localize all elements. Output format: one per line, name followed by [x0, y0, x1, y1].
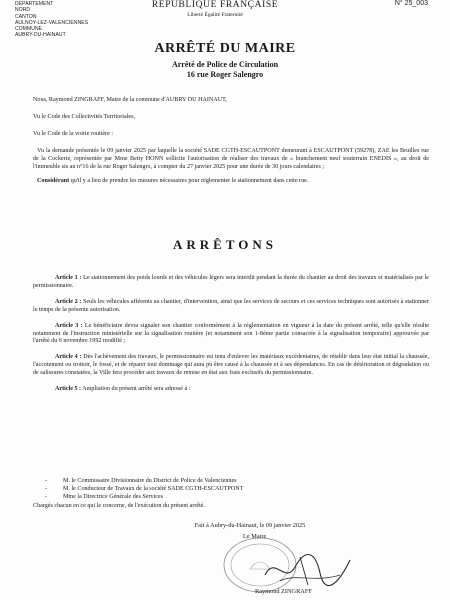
- header-line: AUBRY-DU-HAINAUT: [15, 32, 66, 39]
- article-5: [33, 386, 429, 394]
- preamble-considering: [33, 178, 429, 186]
- recipient-name: M. le Commissaire Divisionnaire du District de Police de Valenciennes: [63, 478, 237, 484]
- recipient-name: Mme la Directrice Générale des Services: [63, 493, 163, 500]
- article-label: Article 1 :: [55, 275, 82, 281]
- administrative-header: [15, 1, 88, 39]
- article-label: Article 5 :: [55, 386, 82, 393]
- list-item: - M. le Conducteur de Travaux de la société SADE CGTH-ESCAUTPONT: [45, 485, 244, 492]
- article-text: Le bénéficiaire devra signaler son chantier conformément à la réglementation en vigueur à la date du présent arrêté, telle qu'elle résulte notamment de l'instruction ministérielle sur la signalisation routière (et notamment son 1-8ème partie consacrée à la signalisation temporaire) approuvée par l'arrêté du 6 novembre 1992 modifié ;: [33, 322, 429, 345]
- subtitle-line-1: Arrêté de Police de Circulation: [171, 60, 279, 69]
- considering-text: qu'il y a lieu de prendre les mesures nécessaires pour réglementer le stationnement dans cette rue.: [70, 178, 309, 185]
- header-line: COMMUNE: [15, 26, 43, 33]
- subtitle-line-2: 16 rue Roger Salengro: [186, 70, 264, 79]
- list-item: - Mme la Directrice Générale des Services: [45, 493, 163, 500]
- header-line: CANTON: [15, 13, 37, 20]
- article-label: Article 3 :: [55, 322, 83, 329]
- article-1: [33, 275, 429, 291]
- signature-name: Raymond ZINGRAFF: [255, 588, 312, 595]
- article-4: [33, 354, 429, 378]
- document-subtitle: [0, 60, 450, 80]
- preamble-code-collectivites: Vu le Code des Collectivités Territoriales,: [33, 113, 135, 120]
- arretons-heading: ARRÊTONS: [172, 237, 277, 252]
- closing-line: Chargés chacun en ce qui le concerne, de l'exécution du présent arrêté.: [33, 503, 206, 509]
- handwritten-signature-icon: [260, 545, 355, 590]
- preamble-mayor: Nous, Raymond ZINGRAFF, Maire de la commune d'AUBRY DU HAINAUT,: [33, 97, 227, 103]
- article-label: Article 4 :: [55, 354, 82, 361]
- republic-motto: Liberté Égalité Fraternité: [187, 12, 243, 18]
- republic-name: RÉPUBLIQUE FRANÇAISE: [151, 0, 279, 10]
- considering-label: Considérant: [37, 178, 70, 185]
- header-line: DEPARTEMENT: [15, 1, 54, 7]
- header-line: AULNOY-LEZ-VALENCIENNES: [15, 19, 89, 26]
- preamble-request: Vu la demande présentée le 09 janvier 2025 par laquelle la société SADE CGTH-ESCAUTPONT demeurant à ESCAUTPONT (59278), ZAE les Bruilles rue de la Cockerie, représentée par Mme Betty HONN sollicite l'autorisation de réaliser des travaux de « branchement neuf souterrain ENEDIS », au droit de l'immeuble sis au n°16 de la rue Roger Salengro, à compter du 27 janvier 2025 pour une durée de 30 jours calendaires ;: [33, 147, 429, 170]
- article-3: [33, 323, 429, 347]
- list-item: - M. le Commissaire Divisionnaire du District de Police de Valenciennes: [45, 478, 237, 484]
- article-text: Dès l'achèvement des travaux, le permissionnaire est tenu d'enlever les matériaux excédentaires, de rétablir dans leur état initial la chaussée, l'accotement ou trottoir, le fossé, et de réparer tout dommage qui aura pu être causé à la chaussée et à ses dépendances. En cas de détérioration et dégradation ou de salissures constatées, la Ville fera procéder aux travaux de remise en état aux frais exclusifs du permissionnaire.: [33, 354, 429, 377]
- articles: [33, 275, 429, 394]
- article-label: Article 2 :: [55, 298, 82, 305]
- signature-block: [215, 533, 365, 598]
- document-title: ARRÊTÉ DU MAIRE: [154, 41, 296, 56]
- article-2: [33, 299, 429, 315]
- place-date: Fait à Aubry-du-Hainaut, le 09 janvier 2025: [194, 522, 306, 529]
- signature-title: Le Maire: [243, 533, 267, 540]
- republic-header: [150, 0, 280, 18]
- decree-number: N° 25_003: [394, 0, 428, 7]
- recipients-list: [45, 478, 425, 502]
- article-text: Seuls les véhicules afférents au chantier, d'intervention, ainsi que les services de secours et ces services techniques sont autorisés à stationner le temps de la présente autorisation.: [33, 298, 430, 313]
- article-text: Le stationnement des poids lourds et des véhicules légers sera interdit pendant la durée du chantier au droit des travaux et matérialisés par le permissionnaire.: [33, 275, 430, 289]
- article-text: Ampliation du présent arrêté sera adressé à :: [82, 386, 191, 393]
- recipient-name: M. le Conducteur de Travaux de la société SADE CGTH-ESCAUTPONT: [63, 485, 244, 492]
- header-line: NORD: [15, 7, 31, 14]
- preamble-code-voirie: Vu le Code de la voirie routière :: [33, 130, 114, 137]
- preamble: [33, 97, 429, 186]
